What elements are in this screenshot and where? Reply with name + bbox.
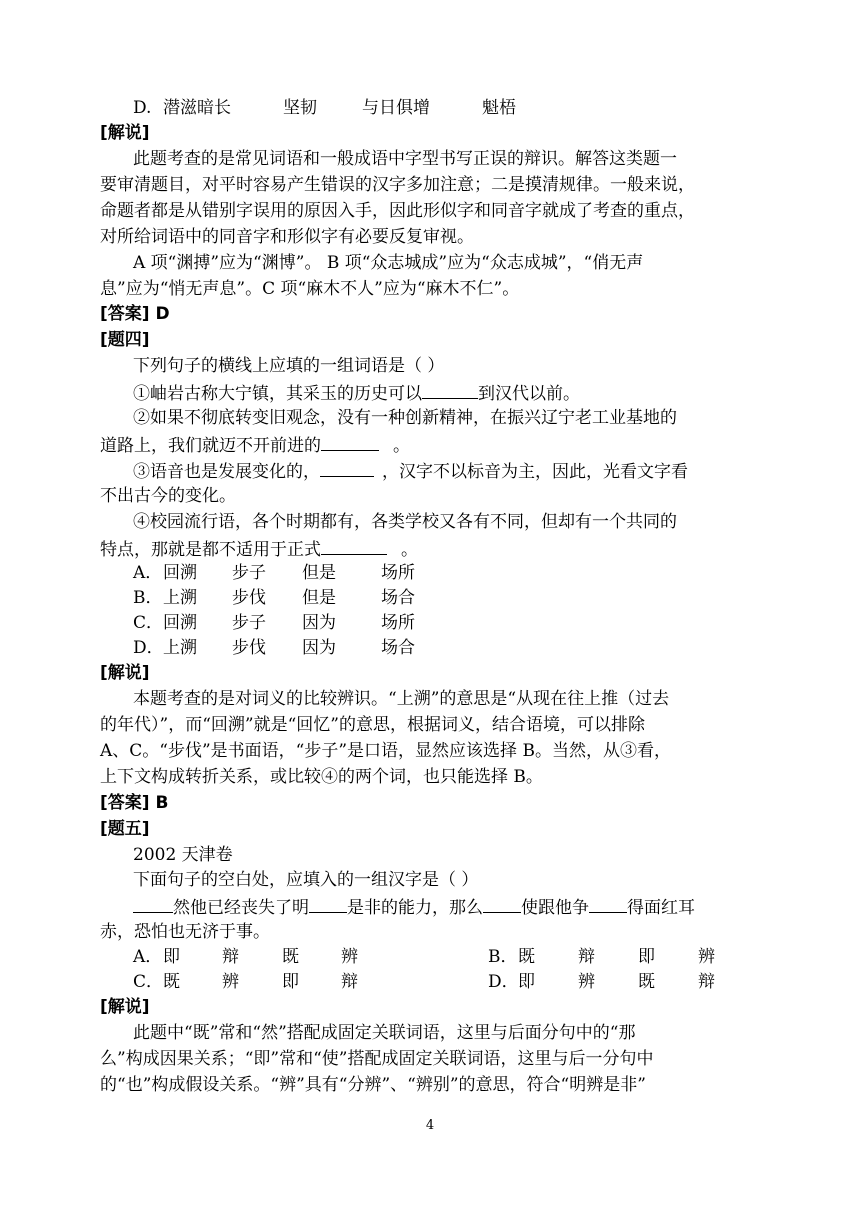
q4-option-a-word: 场所 [381, 563, 415, 583]
q4-option-c-label: C． [133, 613, 164, 633]
explanation-line: 的“也”构成假设关系。“辨”具有“分辨”、“辨别”的意思，符合“明辨是非” [100, 1075, 646, 1095]
explanation-heading: [解说] [100, 997, 150, 1017]
q4-option-b-word: 但是 [302, 588, 336, 608]
question-stem: 下面句子的空白处，应填入的一组汉字是（ ） [133, 870, 479, 890]
question-heading: [题五] [100, 819, 150, 839]
explanation-line: 么”构成因果关系；“即”常和“使”搭配成固定关联词语，这里与后一分句中 [100, 1049, 654, 1069]
sentence-2-cont [100, 432, 410, 458]
q5-option-c-label: C． [133, 972, 164, 992]
q3-option-d [133, 96, 151, 120]
explanation-line: 此题考查的是常见词语和一般成语中字型书写正误的辩识。解答这类题一 [133, 149, 677, 169]
q4-option-b-label: B． [133, 588, 163, 608]
explanation-line: 本题考查的是对词义的比较辨识。“上溯”的意思是“从现在往上推（过去 [133, 689, 670, 709]
q5-option-c-char: 即 [282, 972, 299, 992]
explanation-line: 上下文构成转折关系，或比较④的两个词，也只能选择 B。 [100, 767, 543, 787]
option-label: D. [133, 98, 152, 118]
explanation-line: 要审清题目，对平时容易产生错误的汉字多加注意；二是摸清规律。一般来说， [100, 175, 695, 195]
q5-option-c-char: 辩 [341, 972, 358, 992]
sentence-4: ④校园流行语，各个时期都有，各类学校又各有不同，但却有一个共同的 [133, 512, 677, 532]
q3-option-d-word-3: 与日俱增 [362, 98, 430, 118]
sentence-text: 。 [393, 436, 410, 456]
sentence-text: 使跟他争 [521, 898, 589, 918]
q5-option-c-char: 既 [163, 972, 180, 992]
sentence-text: 到汉代以前。 [478, 384, 580, 404]
q4-option-d-label: D． [133, 638, 164, 658]
sentence-text: 然他已经丧失了明 [173, 898, 309, 918]
q4-option-c-word: 步子 [232, 613, 266, 633]
q5-option-b-label: B． [488, 947, 518, 967]
q5-option-a-label: A． [133, 947, 163, 967]
q4-option-d-word: 因为 [302, 638, 336, 658]
sentence-text: 。 [401, 540, 418, 560]
sentence-3 [133, 458, 688, 484]
sentence-text: ①岫岩古称大宁镇，其采玉的历史可以 [133, 384, 422, 404]
sentence-text: ，汉字不以标音为主，因此，光看文字看 [382, 462, 688, 482]
q4-option-a-word: 步子 [232, 563, 266, 583]
q4-option-b-word: 步伐 [232, 588, 266, 608]
sentence-2: ②如果不彻底转变旧观念，没有一种创新精神，在振兴辽宁老工业基地的 [133, 408, 677, 428]
sentence-3-cont: 不出古今的变化。 [100, 486, 236, 506]
blank-line [309, 894, 347, 913]
q4-option-d-word: 上溯 [163, 638, 197, 658]
q4-option-a-word: 回溯 [163, 563, 197, 583]
sentence-text: 道路上，我们就迈不开前进的 [100, 436, 321, 456]
q4-option-a-word: 但是 [302, 563, 336, 583]
q5-option-d-char: 辩 [698, 972, 715, 992]
question-source: 2002 天津卷 [133, 845, 233, 865]
explanation-line: 此题中“既”常和“然”搭配成固定关联词语，这里与后面分句中的“那 [133, 1023, 636, 1043]
q4-option-c-word: 回溯 [163, 613, 197, 633]
q5-option-c-char: 辨 [222, 972, 239, 992]
sentence-text: 特点，那就是都不适用于正式 [100, 540, 321, 560]
sentence-text: ③语音也是发展变化的， [133, 462, 320, 482]
q5-option-d-char: 既 [638, 972, 655, 992]
blank-line [320, 458, 374, 477]
blank-line [133, 894, 173, 913]
q5-option-a-char: 辩 [222, 947, 239, 967]
explanation-line: 息”应为“悄无声息”。C 项“麻木不人”应为“麻木不仁”。 [100, 279, 520, 299]
explanation-line: A、C。“步伐”是书面语，“步子”是口语，显然应该选择 B。当然，从③看， [100, 741, 671, 761]
q4-option-c-word: 场所 [381, 613, 415, 633]
explanation-line: 对所给词语中的同音字和形似字有必要反复审视。 [100, 227, 474, 247]
sentence-text: 是非的能力，那么 [347, 898, 483, 918]
q5-option-a-char: 辨 [341, 947, 358, 967]
q5-option-a-char: 既 [282, 947, 299, 967]
q3-option-d-word-2: 坚韧 [283, 98, 317, 118]
q5-option-b-char: 即 [638, 947, 655, 967]
q4-option-d-word: 场合 [381, 638, 415, 658]
explanation-line: 的年代）”，而“回溯”就是“回忆”的意思，根据词义，结合语境，可以排除 [100, 715, 645, 735]
question-sentence [133, 894, 695, 920]
q5-option-b-char: 辨 [698, 947, 715, 967]
q5-option-b-char: 辩 [578, 947, 595, 967]
q4-option-c-word: 因为 [302, 613, 336, 633]
question-heading: [题四] [100, 330, 150, 350]
blank-line [321, 536, 387, 555]
q4-option-b-word: 场合 [381, 588, 415, 608]
blank-line [589, 894, 627, 913]
q4-option-a-label: A． [133, 563, 163, 583]
blank-line [422, 380, 478, 399]
q4-option-d-word: 步伐 [232, 638, 266, 658]
page-number: 4 [425, 1118, 435, 1133]
q5-option-d-label: D． [488, 972, 519, 992]
sentence-text: 得面红耳 [627, 898, 695, 918]
blank-line [483, 894, 521, 913]
q5-option-d-char: 即 [518, 972, 535, 992]
q5-option-b-char: 既 [518, 947, 535, 967]
answer-line: [答案] D [100, 304, 170, 324]
question-stem: 下列句子的横线上应填的一组词语是（ ） [133, 356, 445, 376]
blank-line [321, 432, 379, 451]
q3-option-d-word-1: 潜滋暗长 [163, 98, 231, 118]
sentence-1 [133, 380, 580, 406]
q3-option-d-word-4: 魁梧 [482, 98, 516, 118]
q4-option-b-word: 上溯 [163, 588, 197, 608]
explanation-line: A 项“渊搏”应为“渊博”。 B 项“众志城成”应为“众志成城”，“俏无声 [133, 253, 644, 273]
explanation-heading: [解说] [100, 123, 150, 143]
explanation-heading: [解说] [100, 663, 150, 683]
q5-option-a-char: 即 [163, 947, 180, 967]
answer-line: [答案] B [100, 793, 169, 813]
question-sentence-cont: 赤，恐怕也无济于事。 [100, 922, 270, 942]
explanation-line: 命题者都是从错别字误用的原因入手，因此形似字和同音字就成了考查的重点， [100, 201, 695, 221]
sentence-4-cont [100, 536, 418, 562]
q5-option-d-char: 辨 [578, 972, 595, 992]
